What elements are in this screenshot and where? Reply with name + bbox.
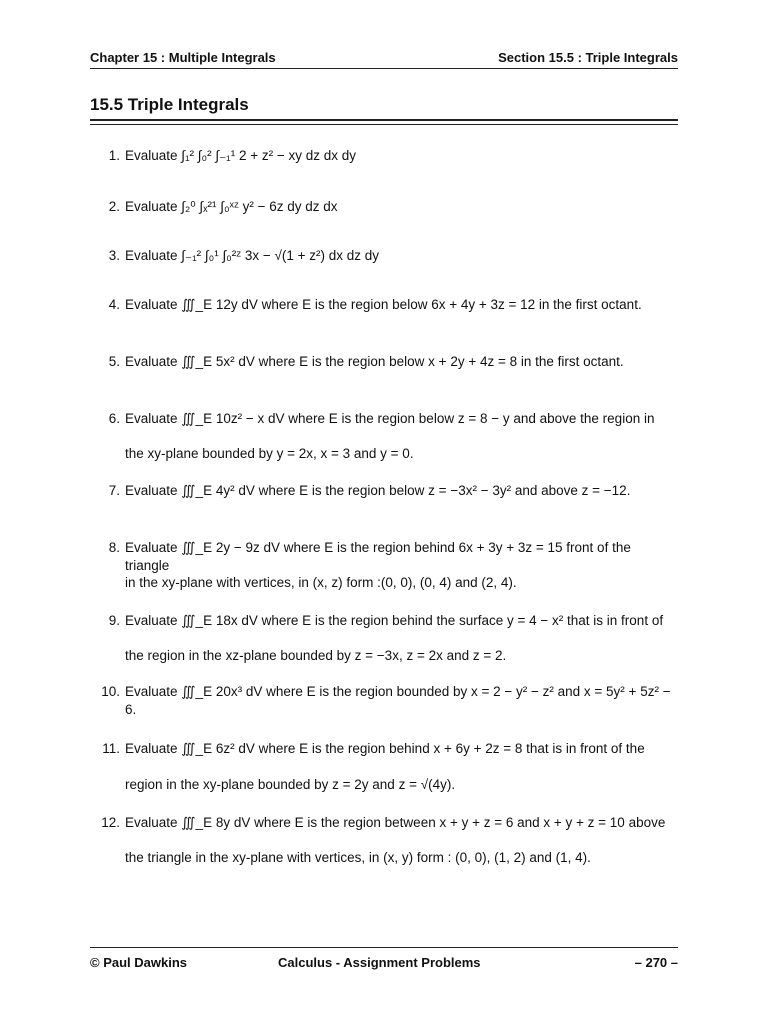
problem-text-continued: the triangle in the xy-plane with vertices, in (x, y) form : (0, 0), (1, 2) and (1, 4). [125,850,591,865]
problem-text-continued: in the xy-plane with vertices, in (x, z) form :(0, 0), (0, 4) and (2, 4). [125,575,517,590]
problem-number: 5. [108,354,120,369]
problem-text: Evaluate ∭_E 20x³ dV where E is the region bounded by x = 2 − y² − z² and x = 5y² + 5z² − 6. [125,684,671,717]
problem-number: 8. [108,540,120,555]
section-label: Section 15.5 : Triple Integrals [498,50,678,65]
page-footer [90,947,678,970]
problem-text: Evaluate ∫₋₁² ∫₀¹ ∫₀²ᶻ 3x − √(1 + z²) dx dz dy [125,248,380,263]
problem-number: 9. [108,613,120,628]
problem-number: 12. [101,815,120,830]
problem-text: Evaluate ∭_E 18x dV where E is the region behind the surface y = 4 − x² that is in front of [125,613,664,628]
problem-text: Evaluate ∫₁² ∫₀² ∫₋₁¹ 2 + z² − xy dz dx dy [125,148,357,163]
problem-number: 10. [101,684,120,699]
problem-number: 4. [108,297,120,312]
problem-number: 11. [102,741,120,756]
page-header [90,50,678,69]
problem-text-continued: the xy-plane bounded by y = 2x, x = 3 and y = 0. [125,446,414,461]
problem-text-continued: the region in the xz-plane bounded by z = −3x, z = 2x and z = 2. [125,648,507,663]
problem-number: 2. [108,199,120,214]
problem-text: Evaluate ∭_E 8y dV where E is the region between x + y + z = 6 and x + y + z = 10 above [125,815,666,830]
problem-text: Evaluate ∭_E 4y² dV where E is the region below z = −3x² − 3y² and above z = −12. [125,483,631,498]
problem-text: Evaluate ∭_E 10z² − x dV where E is the region below z = 8 − y and above the region in [125,411,655,426]
chapter-label: Chapter 15 : Multiple Integrals [90,50,276,65]
problem-number: 1. [108,148,120,163]
problem-text: Evaluate ∭_E 2y − 9z dV where E is the region behind 6x + 3y + 3z = 15 front of the triangle [125,540,631,573]
problem-number: 7. [108,483,120,498]
copyright: © Paul Dawkins [90,955,187,970]
problem-number: 6. [108,411,120,426]
problem-number: 3. [108,248,120,263]
page-number: – 270 – [634,955,678,970]
page-title: 15.5 Triple Integrals [90,95,249,114]
problem-text-continued: region in the xy-plane bounded by z = 2y and z = √(4y). [125,777,456,792]
title-rule [90,119,678,121]
problem-text: Evaluate ∭_E 12y dV where E is the region below 6x + 4y + 3z = 12 in the first octant. [125,297,642,312]
problem-text: Evaluate ∫₂⁰ ∫ₓ²¹ ∫₀ˣᶻ y² − 6z dy dz dx [125,199,338,214]
book-title: Calculus - Assignment Problems [278,955,481,970]
title-rule-thin [90,124,678,125]
problem-text: Evaluate ∭_E 5x² dV where E is the region below x + 2y + 4z = 8 in the first octant. [125,354,624,369]
problem-text: Evaluate ∭_E 6z² dV where E is the region behind x + 6y + 2z = 8 that is in front of the [125,741,645,756]
